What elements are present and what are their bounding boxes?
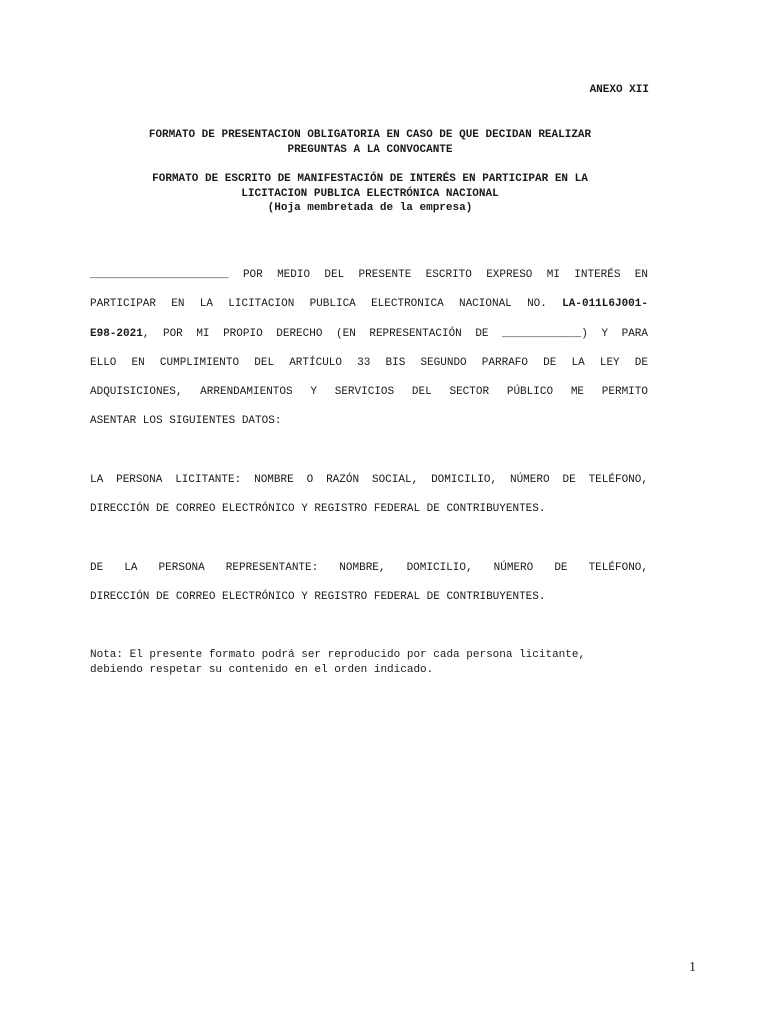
form-heading-1-line-2: PREGUNTAS A LA CONVOCANTE <box>287 143 453 156</box>
interest-statement-paragraph <box>90 261 648 437</box>
form-heading-2-line-1: FORMATO DE ESCRITO DE MANIFESTACIÓN DE INTERÉS EN PARTICIPAR EN LA <box>152 173 588 185</box>
paragraph-1-line-3-text: , POR MI PROPIO DERECHO (EN REPRESENTACIÓN DE ____________) Y PARA <box>142 327 648 340</box>
form-heading-1 <box>90 128 650 157</box>
note-line-2: debiendo respetar su contenido en el orden indicado. <box>90 663 434 676</box>
note-text <box>90 648 660 677</box>
bidder-data-paragraph <box>90 466 648 525</box>
paragraph-1-line-3 <box>90 320 648 349</box>
tender-number-part-2: E98-2021 <box>90 327 143 340</box>
paragraph-1-line-5: ADQUISICIONES, ARRENDAMIENTOS Y SERVICIOS DEL SECTOR PÚBLICO ME PERMITO <box>90 386 648 399</box>
paragraph-2-line-2: DIRECCIÓN DE CORREO ELECTRÓNICO Y REGISTRO FEDERAL DE CONTRIBUYENTES. <box>90 503 546 516</box>
paragraph-1-line-6: ASENTAR LOS SIGUIENTES DATOS: <box>90 415 282 428</box>
annex-title: ANEXO XII <box>589 84 649 96</box>
paragraph-3-line-2: DIRECCIÓN DE CORREO ELECTRÓNICO Y REGISTRO FEDERAL DE CONTRIBUYENTES. <box>90 591 546 604</box>
page-number: 1 <box>689 960 696 975</box>
form-heading-2-line-2: LICITACION PUBLICA ELECTRÓNICA NACIONAL <box>241 187 499 200</box>
note-line-1: Nota: El presente formato podrá ser reproducido por cada persona licitante, <box>90 649 586 661</box>
form-heading-2-line-3: (Hoja membretada de la empresa) <box>267 202 473 214</box>
paragraph-3-line-1: DE LA PERSONA REPRESENTANTE: NOMBRE, DOMICILIO, NÚMERO DE TELÉFONO, <box>90 562 648 574</box>
paragraph-1-line-2 <box>90 290 648 319</box>
paragraph-2-line-1: LA PERSONA LICITANTE: NOMBRE O RAZÓN SOCIAL, DOMICILIO, NÚMERO DE TELÉFONO, <box>90 474 648 486</box>
paragraph-1-line-1: _____________________ POR MEDIO DEL PRESENTE ESCRITO EXPRESO MI INTERÉS EN <box>90 269 648 281</box>
form-heading-1-line-1: FORMATO DE PRESENTACION OBLIGATORIA EN CASO DE QUE DECIDAN REALIZAR <box>148 129 592 141</box>
paragraph-1-line-4: ELLO EN CUMPLIMIENTO DEL ARTÍCULO 33 BIS SEGUNDO PARRAFO DE LA LEY DE <box>90 356 648 369</box>
form-heading-2 <box>90 172 650 216</box>
tender-number-part-1: LA-011L6J001- <box>562 298 648 311</box>
representative-data-paragraph <box>90 554 648 613</box>
paragraph-1-line-2-text: PARTICIPAR EN LA LICITACION PUBLICA ELECTRONICA NACIONAL NO. <box>90 298 563 311</box>
